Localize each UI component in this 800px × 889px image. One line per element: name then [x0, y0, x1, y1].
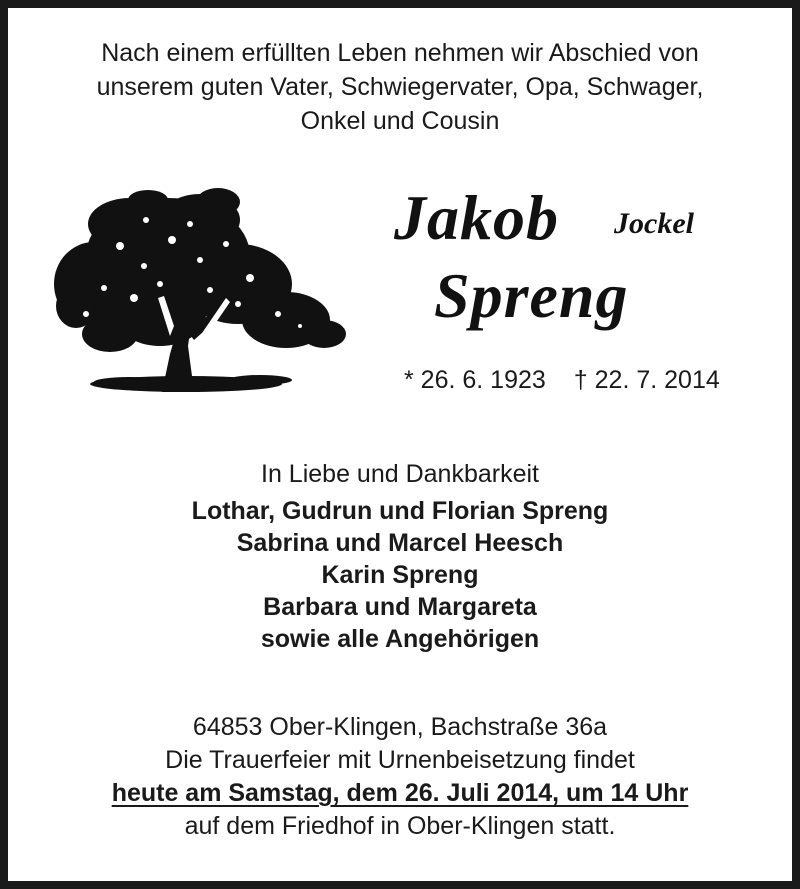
mourner-name: Karin Spreng — [321, 561, 479, 589]
surname: Spreng — [434, 260, 629, 331]
mourner-name: sowie alle Angehörigen — [260, 625, 540, 653]
intro-text — [28, 36, 772, 138]
address: 64853 Ober-Klingen, Bachstraße 36a — [192, 713, 608, 741]
tree-illustration — [50, 186, 354, 392]
life-dates — [404, 363, 720, 397]
intro-line: Nach einem erfüllten Leben nehmen wir Abschied von — [101, 39, 699, 67]
mourner-name: Barbara und Margareta — [263, 593, 537, 621]
birth-date: * 26. 6. 1923 — [404, 366, 546, 394]
mourners-list — [28, 457, 772, 655]
intro-line: unserem guten Vater, Schwiegervater, Opa, Schwager, — [96, 73, 704, 101]
intro-line: Onkel und Cousin — [300, 107, 500, 135]
nickname: Jockel — [614, 207, 694, 240]
mourners-lead: In Liebe und Dankbarkeit — [261, 460, 539, 488]
service-date-time: heute am Samstag, dem 26. Juli 2014, um 14 Uhr — [111, 779, 689, 807]
service-location: auf dem Friedhof in Ober-Klingen statt. — [184, 812, 616, 840]
mourner-name: Sabrina und Marcel Heesch — [236, 529, 564, 557]
service-details — [28, 711, 772, 843]
service-line: Die Trauerfeier mit Urnenbeisetzung findet — [165, 746, 635, 774]
first-name: Jakob — [394, 182, 559, 253]
death-date: † 22. 7. 2014 — [573, 366, 720, 394]
mourner-name: Lothar, Gudrun und Florian Spreng — [191, 497, 609, 525]
